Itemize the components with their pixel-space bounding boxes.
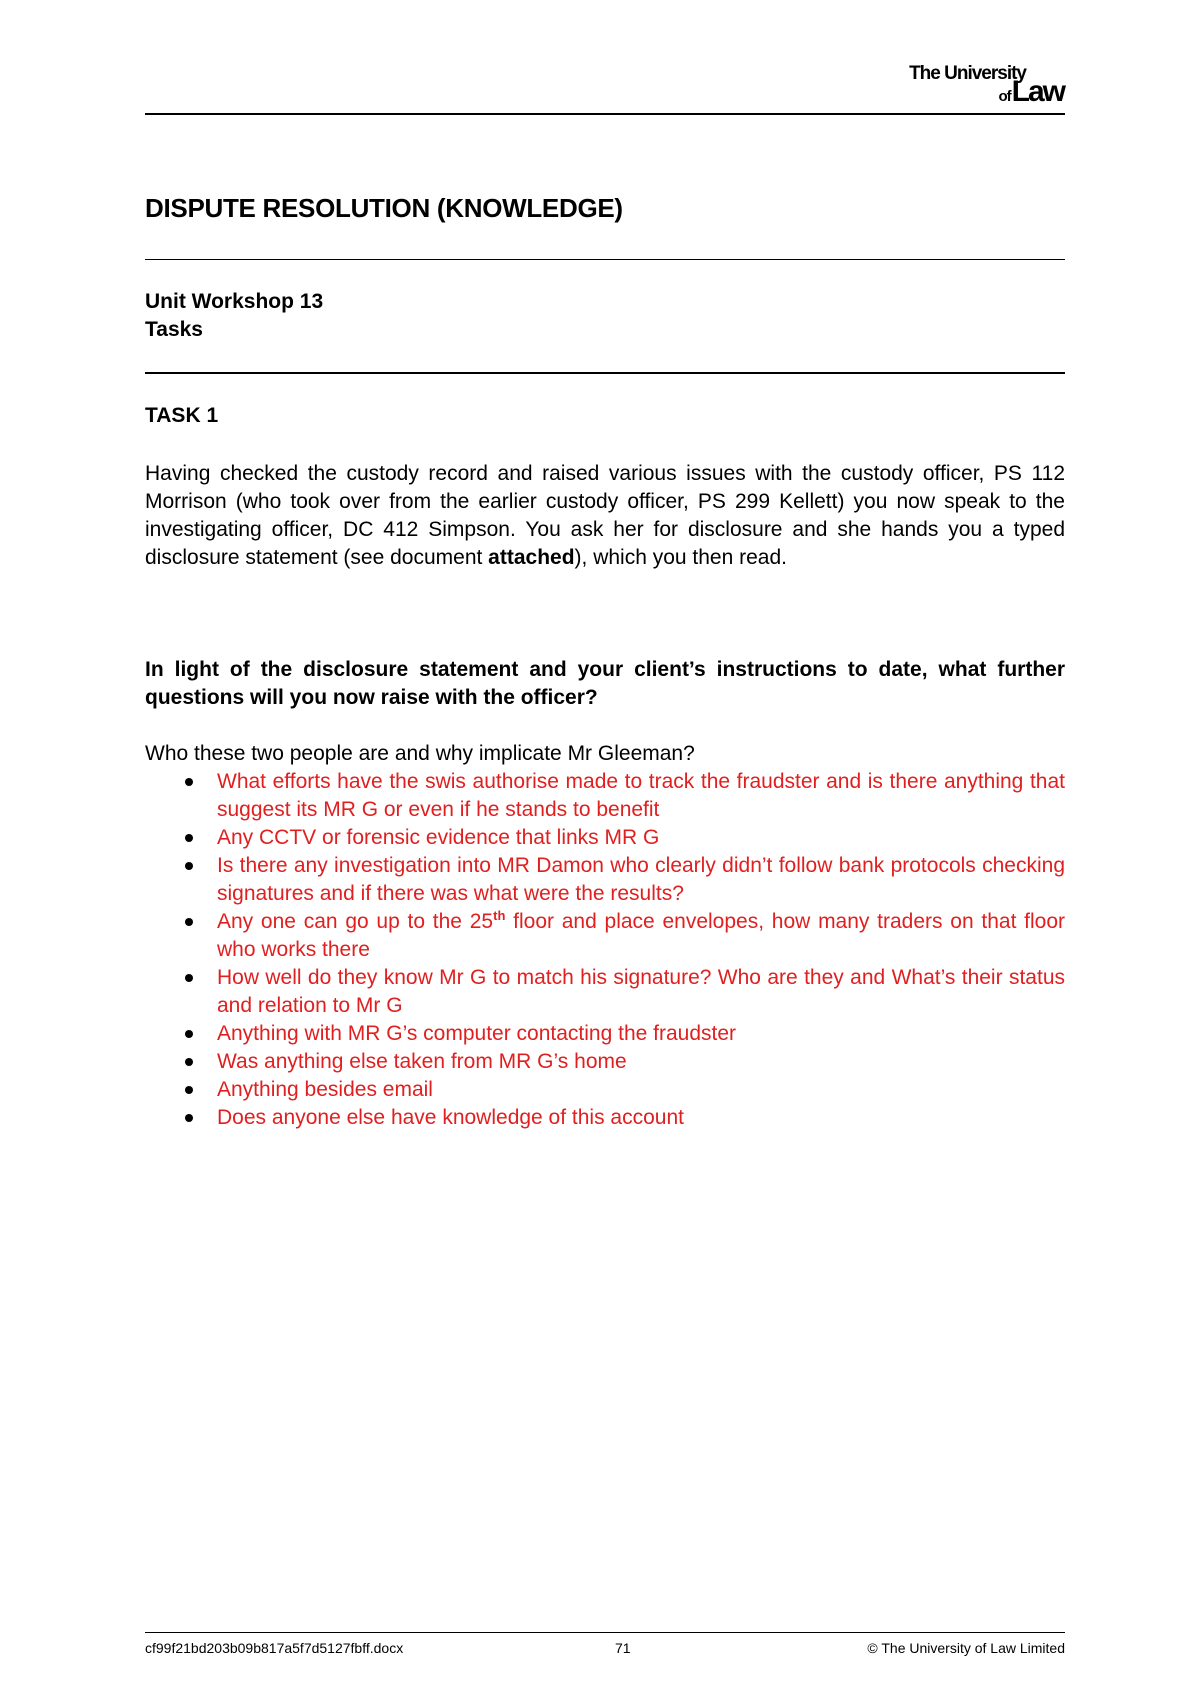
bullet-icon bbox=[185, 1030, 193, 1038]
answer-list bbox=[145, 768, 1065, 1132]
list-item-text: What efforts have the swis authorise made to track the fraudster and is there anything that suggest its MR G or even if he stands to benefit bbox=[217, 770, 1065, 821]
bullet-icon bbox=[185, 862, 193, 870]
bullet-icon bbox=[185, 974, 193, 982]
list-item-text-pre: Any one can go up to the 25 bbox=[217, 910, 494, 933]
list-item-text: Anything besides email bbox=[217, 1078, 433, 1101]
list-item-text: How well do they know Mr G to match his signature? Who are they and What’s their status and relation to Mr G bbox=[217, 966, 1065, 1017]
list-item-text: Was anything else taken from MR G’s home bbox=[217, 1050, 627, 1073]
bullet-icon bbox=[185, 834, 193, 842]
list-item bbox=[145, 1104, 1065, 1132]
list-item-text: Anything with MR G’s computer contacting the fraudster bbox=[217, 1022, 737, 1045]
logo-law: Law bbox=[1011, 75, 1064, 108]
unit-label: Unit Workshop 13 bbox=[145, 290, 324, 313]
university-logo bbox=[909, 64, 1064, 107]
list-item bbox=[145, 1020, 1065, 1048]
unit-heading bbox=[145, 288, 323, 344]
para-bold: attached bbox=[488, 546, 575, 569]
bullet-icon bbox=[185, 918, 193, 926]
list-item-text: Is there any investigation into MR Damon who clearly didn’t follow bank protocols checking signatures and if there was what were the results? bbox=[217, 854, 1065, 905]
tasks-label: Tasks bbox=[145, 318, 203, 341]
list-item bbox=[145, 852, 1065, 908]
list-item bbox=[145, 824, 1065, 852]
logo-of: of bbox=[998, 88, 1011, 105]
bullet-icon bbox=[185, 1114, 193, 1122]
document-title: DISPUTE RESOLUTION (KNOWLEDGE) bbox=[145, 193, 623, 223]
list-item bbox=[145, 768, 1065, 824]
task-paragraph bbox=[145, 460, 1065, 572]
bullet-icon bbox=[185, 1086, 193, 1094]
title-rule bbox=[145, 259, 1065, 260]
header-rule bbox=[145, 113, 1065, 115]
list-item bbox=[145, 1048, 1065, 1076]
para-part2: ), which you then read. bbox=[574, 546, 787, 569]
para-part1: Having checked the custody record and raised various issues with the custody officer, PS 112 Morrison (who took over from the earlier custody officer, PS 299 Kellett) you now speak to the investigating officer, DC 412 Simpson. You ask her for disclosure and she hands you a typed disclosure statement (see document bbox=[145, 462, 1065, 569]
list-item bbox=[145, 1076, 1065, 1104]
task-heading: TASK 1 bbox=[145, 404, 219, 427]
list-item bbox=[145, 908, 1065, 964]
logo-line1: The University bbox=[909, 63, 1026, 84]
list-item-text-post: floor and place envelopes, how many traders on that floor who works there bbox=[217, 910, 1066, 961]
list-item bbox=[145, 964, 1065, 1020]
footer-rule bbox=[145, 1632, 1065, 1633]
list-item-text: Does anyone else have knowledge of this account bbox=[217, 1106, 684, 1129]
task-question: In light of the disclosure statement and your client’s instructions to date, what further questions will you now raise with the officer? bbox=[145, 658, 1065, 709]
list-item-sup: th bbox=[493, 908, 506, 923]
bullet-icon bbox=[185, 1058, 193, 1066]
section-rule bbox=[145, 372, 1065, 374]
bullet-icon bbox=[185, 778, 193, 786]
answer-intro: Who these two people are and why implicate Mr Gleeman? bbox=[145, 742, 695, 765]
list-item-text: Any CCTV or forensic evidence that links MR G bbox=[217, 826, 660, 849]
footer-page-number: 71 bbox=[615, 1640, 631, 1656]
footer-copyright: © The University of Law Limited bbox=[867, 1640, 1065, 1656]
footer-filename: cf99f21bd203b09b817a5f7d5127fbff.docx bbox=[145, 1640, 404, 1656]
